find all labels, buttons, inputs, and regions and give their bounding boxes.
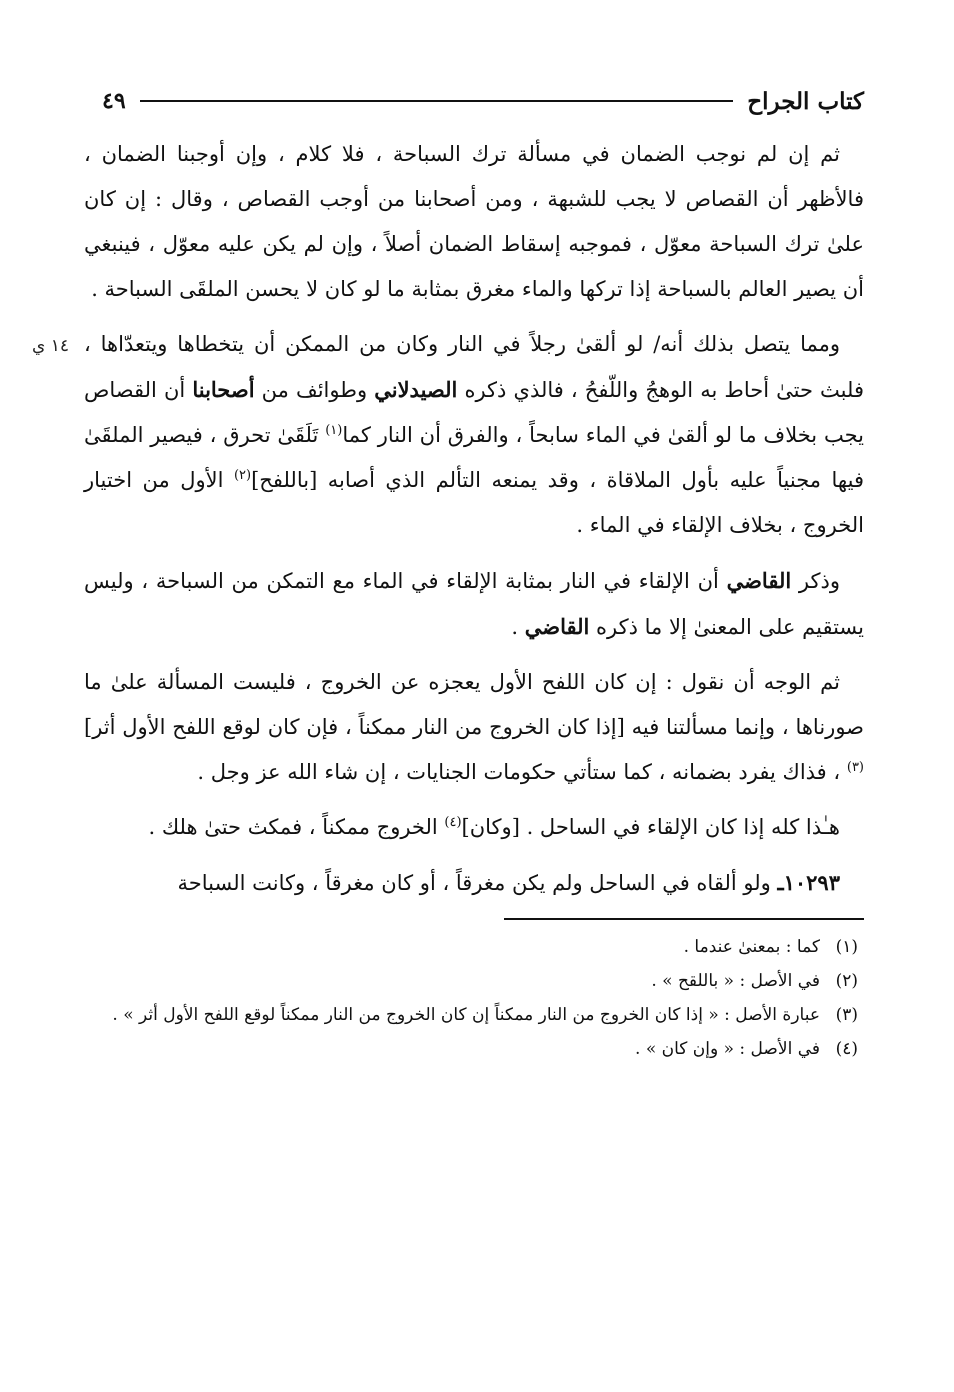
footnote-ref-3: (٣)	[846, 760, 864, 775]
book-page	[32, 78, 865, 1338]
paragraph-2-text-b: وطوائف من	[261, 378, 368, 402]
scholar-name-qadi: القاضي	[726, 568, 792, 593]
footnote-number: (٢)	[835, 971, 858, 991]
marginal-folio-note: ١٤ ي	[32, 336, 69, 356]
paragraph-2-text-a: ومما يتصل بذلك أنه/ لو ألقىٰ رجلاً في النار وكان من الممكن أن يتخطاها ويتعدّاها ، فلبث حتىٰ أحاط به الوهجُ واللّفحُ ، فالذي ذكره	[84, 332, 865, 402]
paragraph-3-text-b: أن الإلقاء في النار بمثابة الإلقاء في الماء مع التمكن من السباحة ، وليس يستقيم على المعنىٰ إلا ما ذكره	[84, 569, 864, 639]
term-ashabuna: أصحابنا	[192, 377, 255, 402]
paragraph-3-text-a: وذكر	[798, 569, 840, 593]
paragraph-2-text-d: تَلَقَىٰ تحرق ، فيصير الملقَىٰ فيها مجنياً عليه بأول الملاقاة ، وقد يمنعه التألم الذي أصابه [باللفح]	[84, 423, 864, 492]
footnote-text: كما : بمعنىٰ عندما .	[683, 937, 820, 957]
paragraph-3-text-c: .	[511, 615, 519, 639]
paragraph-4	[84, 660, 864, 795]
paragraph-5-text-a: هـٰذا كله إذا كان الإلقاء في الساحل . [وكان]	[461, 815, 840, 839]
paragraph-4-text-a: ثم الوجه أن نقول : إن كان اللفح الأول يعجزه عن الخروج ، فليست المسألة علىٰ ما صورناها ، وإنما مسألتنا فيه [إذا كان الخروج من النار ممكناً ، فإن كان لوقع اللفح الأول أثر]	[84, 670, 864, 739]
paragraph-2-text-c: أن القصاص يجب بخلاف ما لو ألقىٰ في الماء سابحاً ، والفرق أن النار كما	[84, 378, 864, 447]
paragraph-1-text: ثم إن لم نوجب الضمان في مسألة ترك السباحة ، فلا كلام ، وإن أوجبنا الضمان ، فالأظهر أن القصاص لا يجب للشبهة ، ومن أصحابنا من أوجب القصاص ، وقال : إن كان علىٰ ترك السباحة معوّل ، فموجبه إسقاط الضمان أصلاً ، وإن لم يكن عليه معوّل ، فينبغي أن يصير العالم بالسباحة إذا تركها والماء مغرق بمثابة ما لو كان لا يحسن الملقَى السباحة .	[84, 142, 864, 301]
footnote-number: (١)	[835, 937, 858, 957]
paragraph-5	[84, 805, 864, 850]
footnotes	[84, 930, 864, 1066]
footnote-number: (٤)	[835, 1039, 858, 1059]
footnote-text: عبارة الأصل : « إذا كان الخروج من النار ممكناً إن كان الخروج من النار ممكناً لوقع اللفح الأول أثر » .	[112, 1005, 820, 1025]
running-header	[84, 78, 864, 124]
issue-number: ١٠٢٩٣ـ	[777, 870, 840, 895]
footnote-separator	[504, 918, 864, 920]
footnote-ref-4: (٤)	[444, 815, 462, 830]
footnote-item	[84, 1032, 858, 1066]
main-text	[32, 132, 865, 906]
scholar-name-qadi-2: القاضي	[524, 614, 590, 639]
footnote-ref-2: (٢)	[233, 468, 252, 483]
footnote-item	[84, 964, 858, 998]
paragraph-3	[84, 558, 864, 650]
paragraph-2	[32, 322, 865, 548]
footnote-text: في الأصل : « وإن كان » .	[635, 1039, 820, 1059]
paragraph-1	[84, 132, 864, 312]
footnote-ref-1: (١)	[325, 423, 343, 438]
footnote-text: في الأصل : « باللقح » .	[651, 971, 820, 991]
paragraph-2-text-e: الأول من اختيار الخروج ، بخلاف الإلقاء في الماء .	[84, 468, 864, 537]
paragraph-5-text-b: الخروج ممكناً ، فمكث حتىٰ هلك .	[148, 815, 438, 839]
header-rule	[140, 100, 734, 102]
footnote-item	[84, 998, 858, 1032]
running-title: كتاب الجراح	[747, 87, 864, 115]
scholar-name-saydalani: الصيدلاني	[374, 377, 458, 402]
paragraph-4-text-b: ، فذاك يفرد بضمانه ، كما ستأتي حكومات الجنايات ، إن شاء الله عز وجل .	[197, 760, 841, 784]
footnote-item	[84, 930, 858, 964]
paragraph-6	[84, 860, 864, 906]
footnote-number: (٣)	[835, 1005, 858, 1025]
page-number: ٤٩	[102, 88, 126, 114]
paragraph-6-text: ولو ألقاه في الساحل ولم يكن مغرقاً ، أو كان مغرقاً ، وكانت السباحة	[177, 871, 771, 895]
